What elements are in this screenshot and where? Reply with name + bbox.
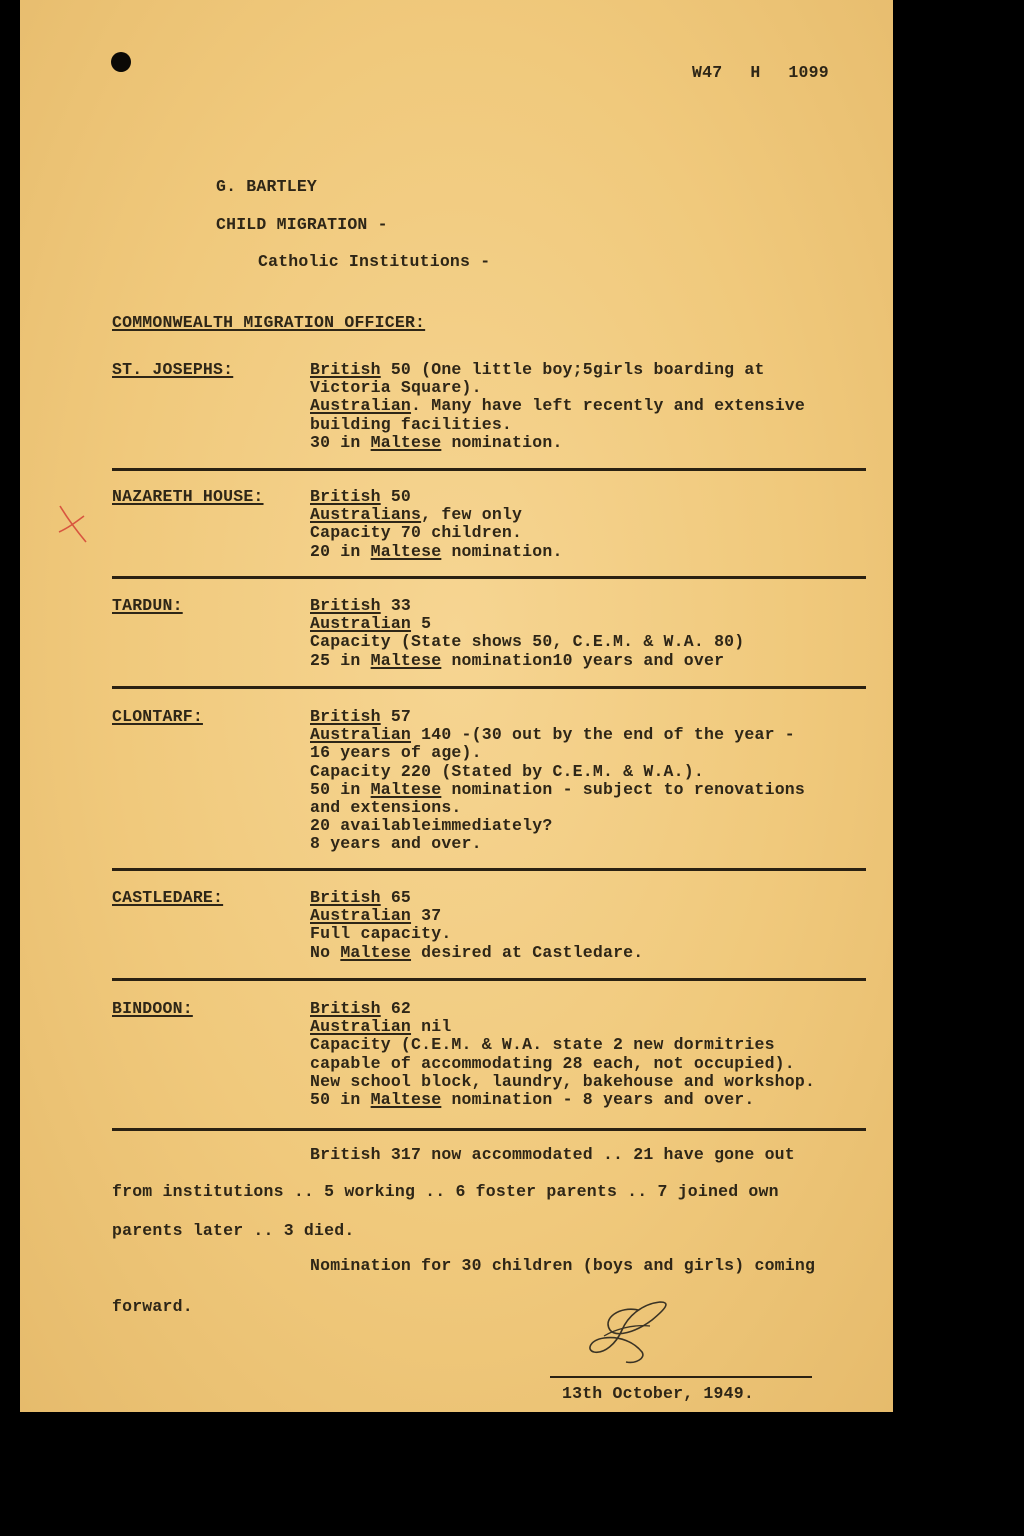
detail-line: 50 in Maltese nomination - subject to renovations [310, 779, 806, 799]
handwritten-signature [580, 1296, 690, 1368]
document-subtitle: Catholic Institutions - [258, 252, 491, 271]
detail-line: 30 in Maltese nomination. [310, 432, 563, 452]
detail-line: British 50 (One little boy;5girls boarding at [310, 360, 765, 379]
ref-letter: H [750, 63, 761, 82]
detail-line: Capacity (C.E.M. & W.A. state 2 new dormitries [310, 1035, 775, 1055]
detail-line: Australians, few only [310, 505, 523, 525]
section-label: CASTLEDARE: [112, 888, 224, 907]
underlined-term: Australian [310, 906, 412, 926]
detail-line: capable of accommodating 28 each, not occupied). [310, 1053, 795, 1073]
document-date: 13th October, 1949. [562, 1384, 754, 1403]
detail-line: New school block, laundry, bakehouse and workshop. [310, 1071, 816, 1091]
detail-line: British 65 [310, 888, 412, 907]
section-label: TARDUN: [112, 596, 183, 615]
ref-number: 1099 [788, 63, 829, 82]
detail-line: Victoria Square). [310, 378, 482, 398]
detail-line: Australian 140 -(30 out by the end of the year - [310, 725, 795, 745]
detail-line: Australian. Many have left recently and extensive [310, 396, 805, 416]
detail-line: building facilities. [310, 414, 513, 434]
underlined-term: Maltese [370, 779, 442, 799]
detail-line: British 57 [310, 707, 412, 726]
detail-line: Full capacity. [310, 924, 452, 944]
detail-line: British 50 [310, 487, 412, 506]
underlined-term: Australian [310, 396, 412, 416]
document-page [20, 0, 893, 1412]
underlined-term: Australian [310, 725, 412, 745]
section-divider [112, 686, 866, 689]
detail-line: Capacity 70 children. [310, 523, 523, 543]
summary-line: British 317 now accommodated .. 21 have gone out [310, 1145, 795, 1164]
signature-line [550, 1376, 812, 1378]
section-divider [112, 868, 866, 871]
section-divider [112, 576, 866, 579]
section-label: CLONTARF: [112, 707, 203, 726]
detail-line: 20 in Maltese nomination. [310, 541, 563, 561]
underlined-term: Australians [310, 505, 422, 525]
punch-hole [111, 52, 131, 72]
detail-line: Australian 5 [310, 614, 432, 634]
document-title: CHILD MIGRATION - [216, 215, 388, 234]
ref-series: W47 [692, 63, 723, 82]
detail-line: No Maltese desired at Castledare. [310, 942, 644, 962]
section-details [310, 488, 870, 561]
section-details [310, 1000, 870, 1109]
underlined-term: British [310, 888, 381, 907]
summary-line: Nomination for 30 children (boys and girls) coming [310, 1256, 816, 1275]
underlined-term: British [310, 707, 381, 726]
addressee: COMMONWEALTH MIGRATION OFFICER: [112, 313, 426, 332]
detail-line: and extensions. [310, 798, 462, 818]
underlined-term: British [310, 999, 381, 1018]
section-details [310, 708, 870, 854]
detail-line: 50 in Maltese nomination - 8 years and over. [310, 1090, 755, 1110]
underlined-term: British [310, 360, 381, 379]
section-divider [112, 468, 866, 471]
underlined-term: Australian [310, 614, 412, 634]
section-divider [112, 978, 866, 981]
section-divider [112, 1128, 866, 1131]
underlined-term: Maltese [370, 1090, 442, 1110]
detail-line: 20 availableimmediately? [310, 816, 553, 836]
detail-line: Capacity 220 (Stated by C.E.M. & W.A.). [310, 761, 704, 781]
red-cross-mark [56, 500, 90, 544]
detail-line: British 62 [310, 999, 412, 1018]
section-details [310, 597, 870, 670]
author-name: G. BARTLEY [216, 177, 318, 196]
detail-line: Australian nil [310, 1017, 452, 1037]
underlined-term: Maltese [340, 942, 412, 962]
detail-line: 25 in Maltese nomination10 years and over [310, 650, 725, 670]
underlined-term: Maltese [370, 650, 442, 670]
underlined-term: Australian [310, 1017, 412, 1037]
section-details [310, 361, 870, 452]
summary-line: forward. [112, 1297, 193, 1316]
file-reference [692, 64, 829, 82]
section-details [310, 889, 870, 962]
underlined-term: British [310, 596, 381, 615]
section-label: NAZARETH HOUSE: [112, 487, 264, 506]
detail-line: Australian 37 [310, 906, 442, 926]
section-label: ST. JOSEPHS: [112, 360, 234, 379]
underlined-term: British [310, 487, 381, 506]
summary-line: parents later .. 3 died. [112, 1221, 355, 1240]
detail-line: 16 years of age). [310, 743, 482, 763]
section-label: BINDOON: [112, 999, 193, 1018]
underlined-term: Maltese [370, 432, 442, 452]
detail-line: Capacity (State shows 50, C.E.M. & W.A. 80) [310, 632, 745, 652]
summary-line: from institutions .. 5 working .. 6 foster parents .. 7 joined own [112, 1182, 779, 1201]
detail-line: 8 years and over. [310, 834, 482, 854]
detail-line: British 33 [310, 596, 412, 615]
underlined-term: Maltese [370, 541, 442, 561]
